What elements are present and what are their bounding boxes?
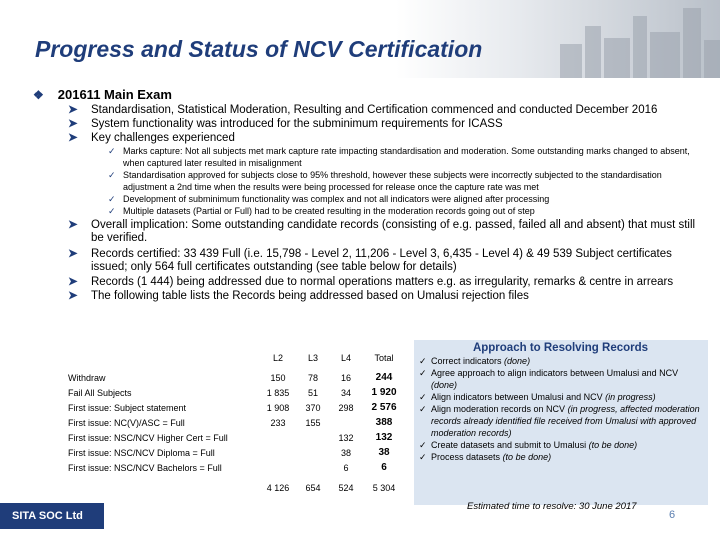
- arrow-bullet-icon: ➤: [68, 219, 78, 231]
- checkmark-icon: ✓: [419, 440, 427, 450]
- approach-item: ✓ Agree approach to align indicators between Umalusi and NCV (done): [419, 368, 679, 390]
- arrow-bullet-icon: ➤: [68, 132, 78, 144]
- checkmark-icon: ✓: [108, 206, 116, 216]
- checkmark-icon: ✓: [419, 368, 427, 378]
- approach-item: ✓ Correct indicators (done): [419, 356, 531, 366]
- bullet-item: ➤ System functionality was introduced for the subminimum requirements for ICASS: [68, 118, 503, 130]
- table-row: Withdraw 150 78 16 244: [68, 372, 393, 383]
- table-row: First issue: NSC/NCV Diploma = Full 38 38: [68, 447, 390, 458]
- checkmark-icon: ✓: [419, 404, 427, 414]
- challenge-item: ✓ Standardisation approved for subjects close to 95% threshold, however these subjects were incorrectly subjected to the standardisation adjustment a 2nd time when the results were being processed for release once the capture rate was met: [108, 170, 662, 192]
- table-row: First issue: Subject statement 1 908 370 298 2 576: [68, 402, 397, 413]
- table-totals-row: 4 126 654 524 5 304: [266, 483, 396, 493]
- table-header-row: [66, 346, 406, 370]
- approach-item: ✓ Create datasets and submit to Umalusi (to be done): [419, 440, 638, 450]
- approach-item: ✓ Process datasets (to be done): [419, 452, 552, 462]
- challenge-item: ✓ Marks capture: Not all subjects met mark capture rate impacting standardisation and moderation. Some outstanding marks changed to absent, when captured later resulted in misalignment: [108, 146, 690, 168]
- diamond-bullet-icon: ❖: [33, 88, 44, 102]
- bullet-item: ➤ Records (1 444) being addressed due to normal operations matters e.g. as irregularity, remarks & centre in arrears: [68, 276, 674, 288]
- arrow-bullet-icon: ➤: [68, 248, 78, 260]
- bullet-item: ➤ Overall implication: Some outstanding candidate records (consisting of e.g. passed, failed all and absent) that must still be verified.: [68, 219, 696, 244]
- checkmark-icon: ✓: [108, 194, 116, 204]
- main-bullet: [33, 87, 172, 102]
- checkmark-icon: ✓: [108, 170, 116, 180]
- bullet-item: ➤ Records certified: 33 439 Full (i.e. 15,798 - Level 2, 11,206 - Level 3, 6,435 - Level 4) & 49 539 Subject certificates issued; only 564 full certificates outstanding (see table below for details): [68, 248, 672, 273]
- checkmark-icon: ✓: [108, 146, 116, 156]
- column-header: L3: [307, 353, 318, 363]
- approach-item: ✓ Align moderation records on NCV (in progress, affected moderation records already identified file received from Umalusi with approved moderation records): [419, 404, 700, 438]
- records-table: [66, 346, 406, 501]
- checkmark-icon: ✓: [419, 392, 427, 402]
- checkmark-icon: ✓: [419, 452, 427, 462]
- checkmark-icon: ✓: [419, 356, 427, 366]
- column-header: L2: [272, 353, 283, 363]
- table-row: Fail All Subjects 1 835 51 34 1 920: [68, 387, 397, 398]
- arrow-bullet-icon: ➤: [68, 118, 78, 130]
- challenge-item: ✓ Multiple datasets (Partial or Full) had to be created resulting in the moderation records going out of step: [108, 206, 535, 216]
- approach-panel: [414, 340, 708, 505]
- bullet-item: ➤ The following table lists the Records being addressed based on Umalusi rejection files: [68, 290, 529, 302]
- table-row: First issue: NSC/NCV Bachelors = Full 6 6: [68, 462, 387, 473]
- slide-title: Progress and Status of NCV Certification: [35, 36, 483, 62]
- column-header: L4: [340, 353, 351, 363]
- arrow-bullet-icon: ➤: [68, 104, 78, 116]
- table-row: First issue: NSC/NCV Higher Cert = Full 132 132: [68, 432, 393, 443]
- challenge-item: ✓ Development of subminimum functionality was complex and not all indicators were aligned after processing: [108, 194, 550, 204]
- main-bullet-label: 201611 Main Exam: [57, 87, 172, 102]
- page-number: 6: [669, 509, 676, 521]
- table-row: First issue: NC(V)/ASC = Full 233 155 388: [68, 417, 393, 428]
- approach-heading: Approach to Resolving Records: [472, 342, 649, 354]
- column-header: Total: [374, 353, 394, 363]
- approach-item: ✓ Align indicators between Umalusi and NCV (in progress): [419, 392, 656, 402]
- arrow-bullet-icon: ➤: [68, 290, 78, 302]
- arrow-bullet-icon: ➤: [68, 276, 78, 288]
- footer-company: SITA SOC Ltd: [0, 503, 104, 529]
- bullet-item: ➤ Key challenges experienced: [68, 132, 235, 144]
- estimated-time: Estimated time to resolve: 30 June 2017: [467, 501, 637, 512]
- bullet-item: ➤ Standardisation, Statistical Moderation, Resulting and Certification commenced and conducted December 2016: [68, 104, 658, 116]
